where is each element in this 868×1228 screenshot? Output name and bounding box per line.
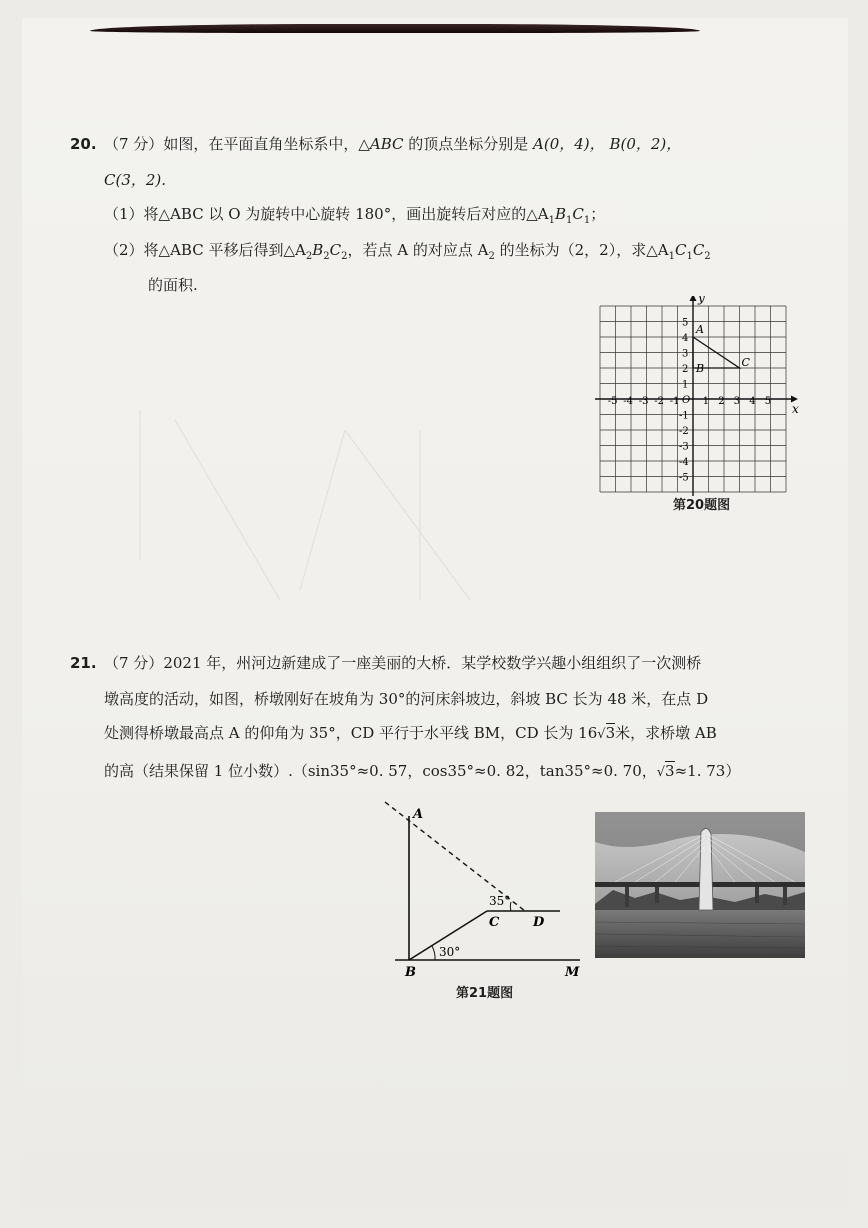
q21-number: 21. [70, 654, 97, 672]
coordinate-grid [595, 296, 805, 496]
q20-part2-b: ，若点 A 的对应点 A [347, 241, 489, 259]
origin-label: O [682, 395, 691, 406]
label-a: A [413, 807, 424, 822]
q20-stem-a: 如图，在平面直角坐标系中， [163, 135, 359, 153]
q20-coord-c-line [104, 169, 166, 191]
q21-figure-caption: 第21题图 [456, 986, 514, 1001]
q20-points: （7 分） [104, 135, 164, 153]
label-c: C [489, 915, 500, 930]
q21-l1: 2021 年，州河边新建成了一座美丽的大桥．某学校数学兴趣小组组织了一次测桥 [163, 654, 702, 672]
y-tick-label: -5 [679, 472, 689, 484]
x-tick-label: 4 [749, 396, 756, 407]
q20-coord-a: A(0，4)， [533, 135, 605, 153]
q20-part2-a: 将△ABC 平移后得到△A [143, 241, 306, 259]
y-tick-label: 4 [682, 333, 689, 344]
q20-stem-triangle: △ABC [358, 135, 404, 153]
label-d: D [533, 915, 545, 930]
y-tick-label: -1 [679, 410, 689, 422]
q21-l3b: 米，求桥墩 AB [615, 724, 717, 742]
q21-points: （7 分） [104, 654, 164, 672]
q20-figure-caption: 第20题图 [673, 498, 731, 513]
y-tick-label: 1 [682, 379, 689, 391]
q20-number: 20. [70, 135, 97, 153]
bridge-photo [595, 812, 805, 958]
point-label-b: B [696, 362, 705, 375]
angle-35-label: 35° [489, 894, 511, 908]
q20-coord-c: C(3，2). [104, 171, 167, 189]
y-axis-label: y [698, 296, 705, 305]
q20-coord-b: B(0，2)， [609, 135, 682, 153]
q20-part2-end: 的面积. [148, 276, 198, 294]
point-label-a: A [696, 323, 704, 336]
x-tick-label: 1 [702, 396, 710, 407]
x-tick-label: -1 [669, 396, 680, 407]
label-b: B [405, 965, 416, 980]
x-axis-label: x [792, 402, 799, 416]
y-tick-label: 3 [682, 348, 689, 360]
q20-part1-end: ； [590, 205, 606, 223]
q21-l3-sqrt: 3 [605, 724, 616, 742]
q20-part2-c: 的坐标为（2，2），求△A [494, 241, 669, 259]
q20-stem-b: 的顶点坐标分别是 [403, 135, 534, 153]
y-tick-label: 5 [682, 317, 689, 329]
x-tick-label: 5 [764, 396, 772, 407]
bridge-geometry-figure [375, 798, 590, 983]
q20-part1-text: 将△ABC 以 O 为旋转中心旋转 180°，画出旋转后对应的△A [143, 205, 549, 223]
y-tick-label: 2 [682, 364, 689, 375]
q20-part1: （1）将△ABC 以 O 为旋转中心旋转 180°，画出旋转后对应的$\triangle A_1B_1C_1$； [104, 205, 606, 226]
q21-l4-sqrt: 3 [665, 762, 675, 780]
angle-30-label: 30° [439, 945, 461, 959]
label-m: M [565, 965, 580, 980]
q21-l3a: 处测得桥墩最高点 A 的仰角为 35°，CD 平行于水平线 BM，CD 长为 16 [104, 724, 598, 742]
x-tick-label: -3 [638, 396, 649, 407]
y-axis-arrow [690, 296, 697, 301]
x-tick-label: 3 [733, 396, 741, 407]
x-tick-label: -4 [623, 396, 633, 407]
point-label-c: C [741, 356, 750, 369]
q21-line1 [104, 652, 701, 674]
y-tick-label: -3 [679, 441, 689, 453]
q21-l4a: 的高（结果保留 1 位小数）.（sin35°≈0. 57，cos35°≈0. 82，tan35°≈0. 70， [104, 762, 657, 780]
angle-35-arc [510, 902, 511, 911]
x-tick-label: -2 [654, 396, 664, 407]
q21-l4b: ≈1. 73） [674, 762, 741, 780]
angle-30-arc [432, 946, 435, 960]
q21-l2: 墩高度的活动，如图，桥墩刚好在坡角为 30°的河床斜坡边，斜坡 BC 长为 48 米，在点 D [104, 690, 709, 708]
q20-part2: （2）将△ABC 平移后得到$\triangle A_2B_2C_2$，若点 A 的对应点 $A_2$ 的坐标为（2，2），求$\triangle A_1C_1C_2$ [104, 241, 711, 262]
q21-line4: 的高（结果保留 1 位小数）.（sin35°≈0. 57，cos35°≈0. 82，tan35°≈0. 70，√3≈1. 73） [104, 762, 741, 780]
x-tick-label: 2 [718, 396, 725, 407]
y-tick-label: -4 [679, 457, 689, 468]
q20-part1-no: （1） [104, 205, 144, 223]
y-tick-label: -2 [679, 426, 689, 437]
q20-part2-no: （2） [104, 241, 144, 259]
q20-stem [104, 133, 681, 155]
q21-line3: 处测得桥墩最高点 A 的仰角为 35°，CD 平行于水平线 BM，CD 长为 16√3米，求桥墩 AB [104, 724, 717, 742]
x-tick-label: -5 [607, 396, 618, 407]
